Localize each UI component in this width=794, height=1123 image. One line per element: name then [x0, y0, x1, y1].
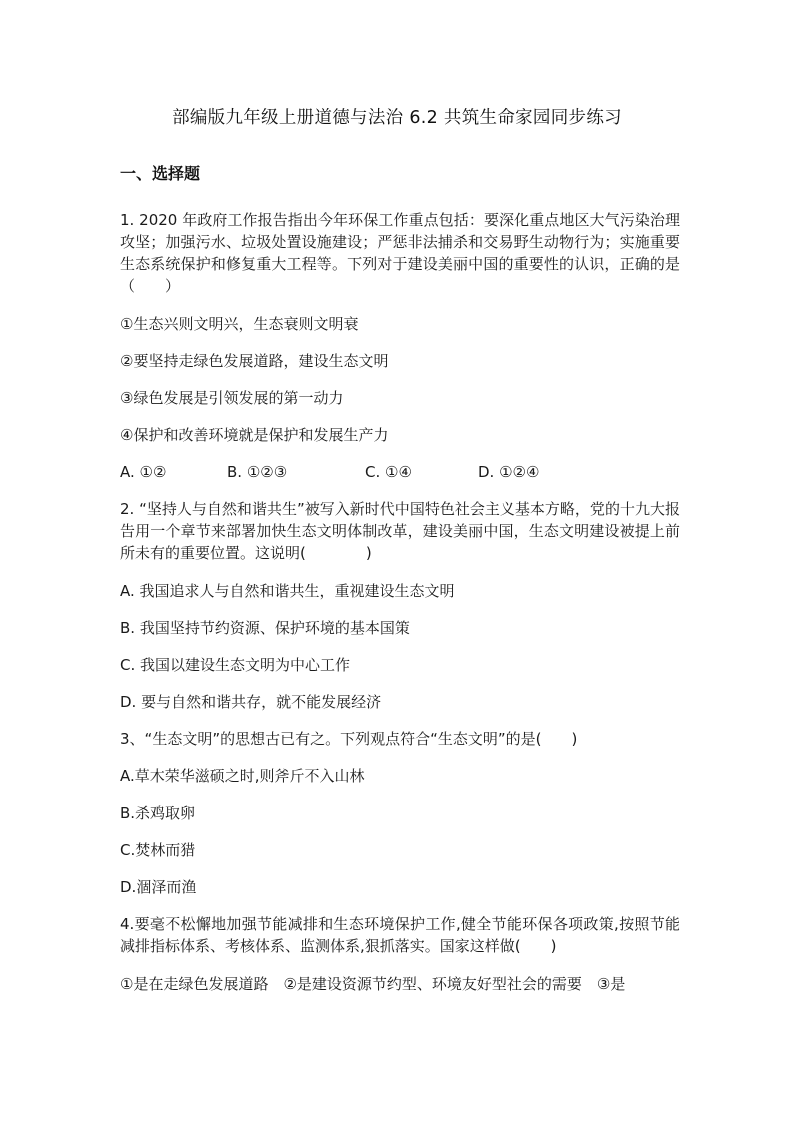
- question-1-choice-b: B. ①②③: [227, 463, 288, 481]
- question-3-option-d: D.涸泽而渔: [120, 878, 197, 896]
- question-1-statement-1: ①生态兴则文明兴，生态衰则文明衰: [120, 315, 359, 333]
- question-2-option-c: C. 我国以建设生态文明为中心工作: [120, 656, 351, 674]
- question-1-choice-a: A. ①②: [120, 463, 167, 481]
- question-1-statement-2: ②要坚持走绿色发展道路，建设生态文明: [120, 352, 389, 370]
- question-list: [120, 209, 680, 1010]
- question-3-option-c: C.焚林而猎: [120, 841, 196, 859]
- question-1-choice-c: C. ①④: [365, 463, 412, 481]
- question-1-statement-3: ③绿色发展是引领发展的第一动力: [120, 389, 344, 407]
- document-title: 部编版九年级上册道德与法治 6.2 共筑生命家园同步练习: [172, 108, 622, 128]
- question-2-option-a: A. 我国追求人与自然和谐共生，重视建设生态文明: [120, 582, 455, 600]
- question-1-choices: [120, 461, 680, 483]
- question-1-stem: 1. 2020 年政府工作报告指出今年环保工作重点包括：要深化重点地区大气污染治理攻坚；加强污水、垃圾处置设施建设；严惩非法捕杀和交易野生动物行为；实施重要生态系统保护和修复重大工程等。下列对于建设美丽中国的重要性的认识，正确的是（ ）: [120, 211, 680, 295]
- question-2-option-d: D. 要与自然和谐共存，就不能发展经济: [120, 693, 382, 711]
- question-4-statements-line: ①是在走绿色发展道路 ②是建设资源节约型、环境友好型社会的需要 ③是: [120, 975, 626, 993]
- section-heading: 一、选择题: [120, 164, 201, 183]
- question-3-stem: 3、“生态文明”的思想古已有之。下列观点符合“生态文明”的是( ): [120, 730, 578, 748]
- question-1-statement-4: ④保护和改善环境就是保护和发展生产力: [120, 426, 389, 444]
- question-2-stem: 2. “坚持人与自然和谐共生”被写入新时代中国特色社会主义基本方略，党的十九大报告用一个章节来部署加快生态文明体制改革，建设美丽中国，生态文明建设被提上前所未有的重要位置。这说明( ): [120, 500, 680, 562]
- question-3-option-b: B.杀鸡取卵: [120, 804, 196, 822]
- question-3-option-a: A.草木荣华滋硕之时,则斧斤不入山林: [120, 767, 365, 785]
- question-2-option-b: B. 我国坚持节约资源、保护环境的基本国策: [120, 619, 410, 637]
- question-1-choice-d: D. ①②④: [478, 463, 540, 481]
- question-4-stem: 4.要毫不松懈地加强节能减排和生态环境保护工作,健全节能环保各项政策,按照节能减排指标体系、考核体系、监测体系,狠抓落实。国家这样做( ): [120, 915, 680, 955]
